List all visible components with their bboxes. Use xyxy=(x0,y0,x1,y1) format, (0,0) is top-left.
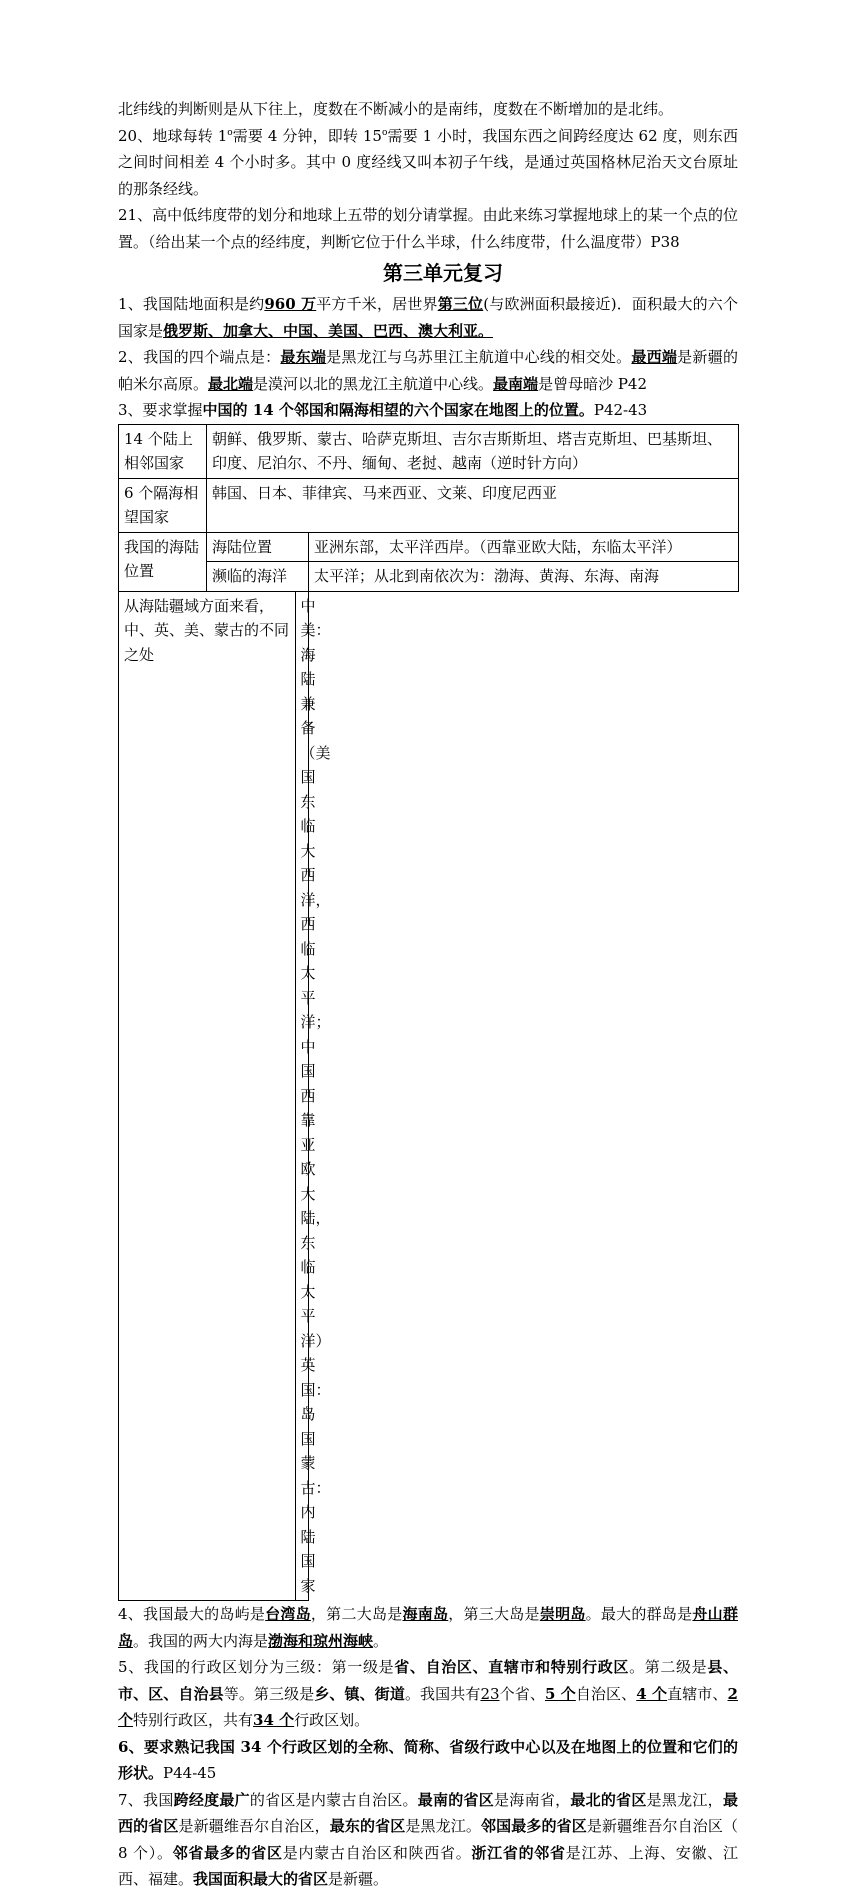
text: 是新疆维吾尔自治区， xyxy=(178,1817,330,1835)
text: 是黑龙江与乌苏里江主航道中心线的相交处。 xyxy=(326,348,632,366)
neighbors-table xyxy=(118,424,739,1602)
text: P42-43 xyxy=(593,401,648,419)
highlight-east: 最东端 xyxy=(280,348,327,366)
highlight: 最西的省区 xyxy=(118,1790,738,1835)
table-row xyxy=(119,478,739,532)
degree-mark: o xyxy=(381,127,388,138)
text: 是漠河以北的黑龙江主航道中心线。 xyxy=(253,374,494,393)
text: 5、我国的行政区划分为三级：第一级是 xyxy=(118,1658,395,1676)
degree-mark: o xyxy=(227,127,233,138)
paragraph-q3 xyxy=(118,397,738,424)
highlight: 5 个 xyxy=(544,1684,576,1703)
paragraph-latitude-rule xyxy=(118,96,738,123)
highlight: 渤海和琼州海峡 xyxy=(268,1631,374,1650)
highlight: 最南的省区 xyxy=(417,1790,495,1809)
highlight: 4 个 xyxy=(636,1684,668,1703)
highlight: 我国面积最大的省区 xyxy=(193,1870,329,1888)
highlight: 最北的省区 xyxy=(570,1790,647,1809)
text: 。第二级是 xyxy=(629,1658,708,1676)
text: 2、我国的四个端点是： xyxy=(118,348,281,366)
text: 21、高中低纬度带的划分和地球上五带的划分请掌握。由此来练习掌握地球上的某一个点的位置。（给出某一个点的经纬度，判断它位于什么半球，什么纬度带，什么温度带）P38 xyxy=(118,206,738,251)
text: 是江苏、上海、安徽、江西、福建。 xyxy=(118,1843,738,1888)
highlight-north: 最北端 xyxy=(208,374,254,393)
highlight: 邻省最多的省区 xyxy=(172,1843,283,1862)
highlight-west: 最西端 xyxy=(631,348,678,366)
highlight: 浙江省的邻省 xyxy=(471,1843,566,1862)
text: ，第二大岛是 xyxy=(310,1605,403,1623)
paragraph-item-20 xyxy=(118,123,738,203)
text: 3、要求掌握 xyxy=(118,401,203,419)
text: 20、地球每转 1 xyxy=(118,126,228,145)
highlight: 省、自治区、直辖市和特别行政区 xyxy=(394,1658,630,1676)
paragraph-q7 xyxy=(118,1787,738,1893)
row-compare-cell xyxy=(119,591,346,1601)
text: 。我国共有 xyxy=(404,1684,481,1703)
paragraph-q4 xyxy=(118,1601,738,1654)
row-value-land-neighbors: 朝鲜、俄罗斯、蒙古、哈萨克斯坦、吉尔吉斯斯坦、塔吉克斯坦、巴基斯坦、印度、尼泊尔、不丹、缅甸、老挝、越南（逆时针方向） xyxy=(207,424,739,478)
compare-uk-mongolia: 英国：岛国 蒙古：内陆国家 xyxy=(300,1356,346,1595)
text: 4、我国最大的岛屿是 xyxy=(118,1605,266,1623)
highlight: 崇明岛 xyxy=(539,1605,586,1623)
highlight-neighbors: 中国的 14 个邻国和隔海相望的六个国家在地图上的位置。 xyxy=(202,401,594,419)
highlight: 邻国最多的省区 xyxy=(480,1817,587,1835)
highlight-rank: 第三位 xyxy=(437,295,484,313)
text: 直辖市、 xyxy=(667,1684,728,1703)
text: (与欧洲面积最接近)．面积最大的六个国家是 xyxy=(118,295,738,340)
text: ，第三大岛是 xyxy=(448,1605,540,1623)
paragraph-item-21 xyxy=(118,202,738,255)
text: 7、我国 xyxy=(118,1790,174,1809)
text: 是新疆。 xyxy=(328,1870,389,1888)
text: 是新疆维吾尔自治区（ 8 个）。 xyxy=(118,1817,738,1862)
section-title: 第三单元复习 xyxy=(383,261,503,285)
row-label-compare: 从海陆疆域方面来看，中、英、美、蒙古的不同之处 xyxy=(119,592,295,1601)
document-page xyxy=(118,96,738,1893)
text: 是海南省， xyxy=(494,1790,571,1809)
compare-inner xyxy=(119,592,346,1601)
paragraph-q2 xyxy=(118,344,738,397)
text: 需要 4 分钟，即转 15 xyxy=(232,126,382,145)
highlight-area: 960 万 xyxy=(264,295,317,313)
text: 是新疆的帕米尔高原。 xyxy=(118,348,738,393)
text-latitude-rule: 北纬线的判断则是从下往上，度数在不断减小的是南纬，度数在不断增加的是北纬。 xyxy=(118,100,674,118)
table-row xyxy=(119,562,739,592)
paragraph-q1 xyxy=(118,291,738,344)
text: 。 xyxy=(373,1631,389,1650)
row-label-position: 我国的海陆位置 xyxy=(119,532,207,591)
highlight: 跨经度最广 xyxy=(173,1790,250,1809)
sub-value-sea-land: 亚洲东部，太平洋西岸。（西靠亚欧大陆，东临太平洋） xyxy=(309,532,739,562)
row-label-sea-neighbors: 6 个隔海相望国家 xyxy=(119,478,207,532)
sub-label-sea-land: 海陆位置 xyxy=(207,532,309,562)
text: 个省、 xyxy=(499,1684,545,1703)
compare-china-usa: 中美：海陆兼备（美国东临大西洋，西临太平洋；中国西靠亚欧大陆，东临太平洋） xyxy=(300,596,331,1350)
highlight: 34 个 xyxy=(253,1711,295,1729)
highlight: 23 xyxy=(480,1684,500,1703)
sub-label-seas: 濒临的海洋 xyxy=(207,562,309,592)
highlight: 最东的省区 xyxy=(329,1817,406,1835)
row-value-compare xyxy=(295,592,346,1601)
highlight: 台湾岛 xyxy=(265,1605,311,1623)
text: 特别行政区，共有 xyxy=(133,1711,254,1729)
text: 等。第三级是 xyxy=(223,1684,315,1703)
text: 是曾母暗沙 P42 xyxy=(538,374,648,393)
highlight: 6、要求熟记我国 34 个行政区划的全称、简称、省级行政中心以及在地图上的位置和它们的形状。 xyxy=(118,1737,738,1782)
highlight: 乡、镇、街道 xyxy=(314,1684,405,1703)
text: 的省区是内蒙古自治区。 xyxy=(249,1790,418,1809)
text: 。最大的群岛是 xyxy=(585,1605,693,1623)
text: 行政区划。 xyxy=(294,1711,370,1729)
row-value-sea-neighbors: 韩国、日本、菲律宾、马来西亚、文莱、印度尼西亚 xyxy=(207,478,739,532)
sub-value-seas: 太平洋；从北到南依次为：渤海、黄海、东海、南海 xyxy=(309,562,739,592)
highlight-countries: 俄罗斯、加拿大、中国、美国、巴西、澳大利亚。 xyxy=(163,321,494,340)
highlight: 舟山群岛 xyxy=(118,1605,738,1650)
text: 自治区、 xyxy=(575,1684,637,1703)
text: 是黑龙江， xyxy=(646,1790,723,1809)
paragraph-q6 xyxy=(118,1734,738,1787)
text: P44-45 xyxy=(163,1764,217,1782)
highlight: 县、市、区、自治县 xyxy=(118,1658,738,1703)
highlight: 2 个 xyxy=(118,1684,738,1729)
text: 1、我国陆地面积是约 xyxy=(118,295,265,313)
row-label-land-neighbors: 14 个陆上相邻国家 xyxy=(119,424,207,478)
text: 是黑龙江。 xyxy=(405,1817,481,1835)
text: 平方千米，居世界 xyxy=(316,295,438,313)
text: 是内蒙古自治区和陕西省。 xyxy=(282,1843,472,1862)
text: 。我国的两大内海是 xyxy=(133,1631,269,1650)
paragraph-q5 xyxy=(118,1654,738,1734)
table-row xyxy=(119,424,739,478)
table-row xyxy=(119,532,739,562)
text: 需要 1 小时，我国东西之间跨经度达 62 度，则东西之间时间相差 4 个小时多。其中 0 度经线又叫本初子午线，是通过英国格林尼治天文台原址的那条经线。 xyxy=(118,126,738,198)
highlight-south: 最南端 xyxy=(493,374,539,393)
highlight: 海南岛 xyxy=(402,1605,449,1623)
table-row xyxy=(119,591,739,1601)
